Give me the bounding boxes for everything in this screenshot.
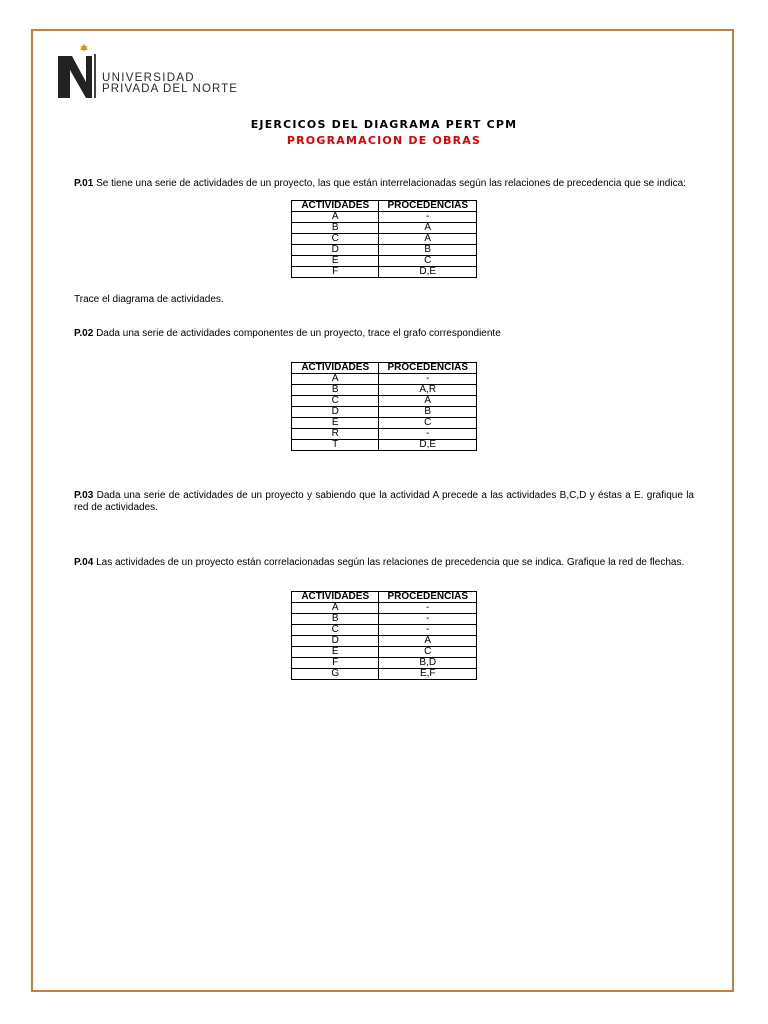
precedence-table-p04	[291, 591, 477, 680]
activity-cell: D	[292, 245, 379, 256]
precedence-table-p01	[291, 200, 477, 278]
precedence-cell: A	[379, 223, 477, 234]
table-row	[292, 669, 477, 680]
activity-cell: F	[292, 267, 379, 278]
problem-id: P.04	[74, 557, 94, 568]
university-line2: PRIVADA DEL NORTE	[102, 83, 239, 95]
precedence-cell: B,D	[379, 658, 477, 669]
university-name	[102, 73, 238, 95]
table-row	[292, 407, 477, 418]
problem-p01-instruction: Trace el diagrama de actividades.	[74, 294, 224, 305]
precedence-cell: -	[379, 625, 477, 636]
precedence-cell: -	[379, 429, 477, 440]
table-row	[292, 440, 477, 451]
header-actividades: ACTIVIDADES	[292, 592, 379, 603]
precedence-cell: B	[379, 407, 477, 418]
table-row	[292, 625, 477, 636]
precedence-cell: A	[379, 234, 477, 245]
precedence-cell: C	[379, 647, 477, 658]
table-row	[292, 647, 477, 658]
precedence-cell: E,F	[379, 669, 477, 680]
problem-p01	[74, 178, 694, 190]
table-row	[292, 223, 477, 234]
activity-cell: D	[292, 636, 379, 647]
activity-cell: A	[292, 374, 379, 385]
precedence-cell: C	[379, 256, 477, 267]
precedence-cell: -	[379, 603, 477, 614]
precedence-cell: A,R	[379, 385, 477, 396]
table-row	[292, 658, 477, 669]
problem-id: P.02	[74, 328, 94, 339]
header-procedencias: PROCEDENCIAS	[379, 592, 477, 603]
problem-p04	[74, 557, 694, 569]
table-row	[292, 256, 477, 267]
precedence-cell: C	[379, 418, 477, 429]
document-title: EJERCICOS DEL DIAGRAMA PERT CPM	[250, 118, 518, 131]
activity-cell: B	[292, 385, 379, 396]
activity-cell: E	[292, 418, 379, 429]
table-row	[292, 396, 477, 407]
activity-cell: C	[292, 396, 379, 407]
activity-cell: B	[292, 223, 379, 234]
precedence-cell: A	[379, 636, 477, 647]
table-row	[292, 374, 477, 385]
activity-cell: C	[292, 625, 379, 636]
header-actividades: ACTIVIDADES	[292, 363, 379, 374]
table-row	[292, 212, 477, 223]
precedence-cell: A	[379, 396, 477, 407]
precedence-cell: D,E	[379, 267, 477, 278]
activity-cell: A	[292, 212, 379, 223]
problem-p03	[74, 490, 694, 513]
precedence-cell: D,E	[379, 440, 477, 451]
activity-cell: B	[292, 614, 379, 625]
table-row	[292, 385, 477, 396]
document-subtitle: PROGRAMACION DE OBRAS	[286, 134, 482, 147]
problem-text: Se tiene una serie de actividades de un proyecto, las que están interrelacionadas según las relaciones de precedencia que se indica:	[93, 178, 686, 189]
activity-cell: T	[292, 440, 379, 451]
precedence-cell: B	[379, 245, 477, 256]
activity-cell: F	[292, 658, 379, 669]
activity-cell: D	[292, 407, 379, 418]
table-row	[292, 603, 477, 614]
problem-text: Dada una serie de actividades componentes de un proyecto, trace el grafo correspondiente	[93, 328, 501, 339]
table-row	[292, 429, 477, 440]
problem-text: Las actividades de un proyecto están correlacionadas según las relaciones de precedencia que se indica. Grafique la red de flechas.	[93, 557, 685, 568]
problem-p02	[74, 328, 694, 340]
table-row	[292, 614, 477, 625]
activity-cell: C	[292, 234, 379, 245]
table-row	[292, 418, 477, 429]
problem-text: Dada una serie de actividades de un proyecto y sabiendo que la actividad A precede a las actividades B,C,D y éstas a E. grafique la red de actividades.	[74, 490, 694, 513]
table-row	[292, 636, 477, 647]
activity-cell: A	[292, 603, 379, 614]
activity-cell: E	[292, 647, 379, 658]
header-procedencias: PROCEDENCIAS	[379, 201, 477, 212]
header-procedencias: PROCEDENCIAS	[379, 363, 477, 374]
precedence-cell: -	[379, 374, 477, 385]
table-row	[292, 245, 477, 256]
table-row	[292, 234, 477, 245]
problem-id: P.03	[74, 490, 94, 501]
activity-cell: G	[292, 669, 379, 680]
activity-cell: R	[292, 429, 379, 440]
precedence-cell: -	[379, 212, 477, 223]
header-actividades: ACTIVIDADES	[292, 201, 379, 212]
table-row	[292, 267, 477, 278]
problem-id: P.01	[74, 178, 94, 189]
activity-cell: E	[292, 256, 379, 267]
precedence-cell: -	[379, 614, 477, 625]
precedence-table-p02	[291, 362, 477, 451]
university-line1: UNIVERSIDAD	[102, 72, 195, 84]
